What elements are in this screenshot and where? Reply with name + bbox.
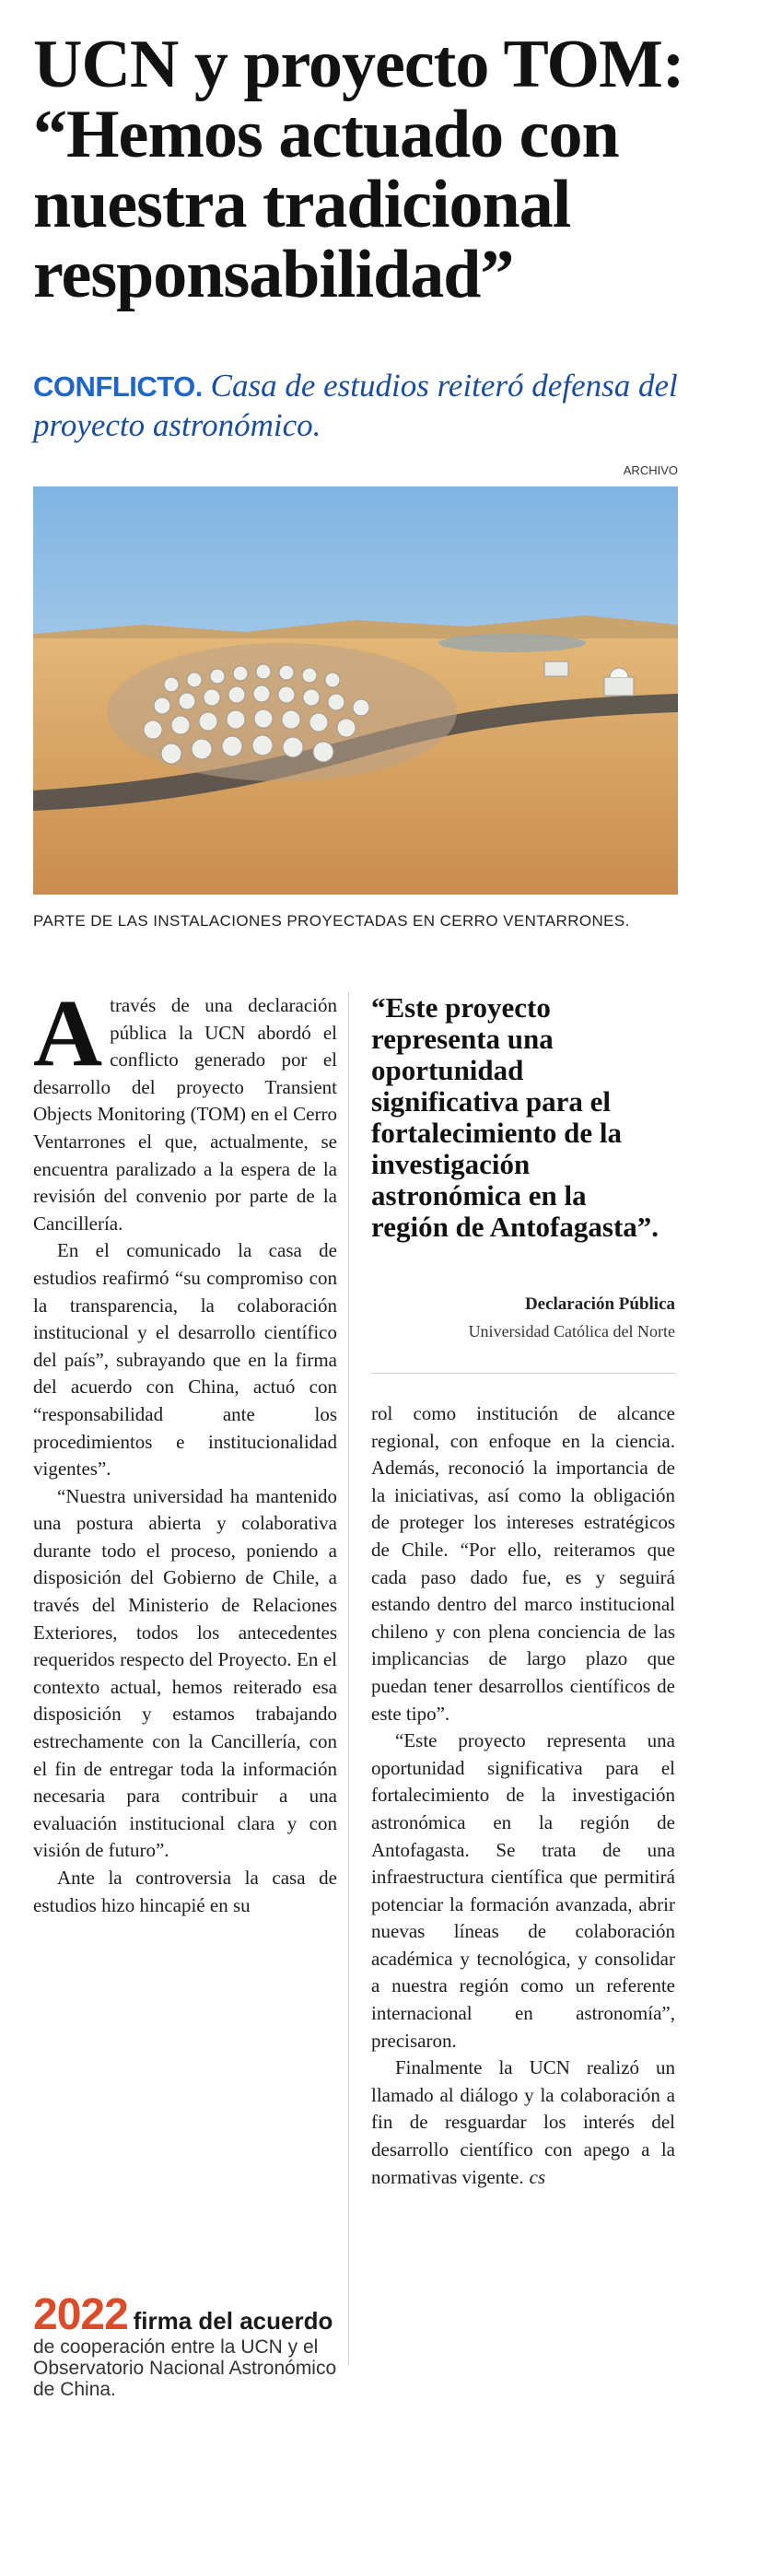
photo: [33, 486, 678, 895]
headline-line-2: “Hemos actuado con: [33, 97, 619, 172]
pullquote: “Este proyecto representa una oportunidad significativa para el fortalecimiento de la investigación astronómica en la región de Antofagasta”.: [371, 991, 659, 1243]
headline-line-4: responsabilidad”: [33, 237, 514, 312]
article-paragraph: rol como institución de alcance regional, con enfoque en la ciencia. Además, reconoció la importancia de la iniciativas, así como la obligación de proteger los intereses estratégicos de Chile. “Por ello, reiteramos que cada paso dado fue, es y seguirá estando dentro del marco institucional chileno y con plena conciencia de las implicancias de largo plazo que puedan tener desarrollos científicos de este tipo”.: [371, 1402, 675, 1725]
article-paragraph: “Nuestra universidad ha mantenido una postura abierta y colaborativa durante todo el proceso, poniendo a disposición del Gobierno de Chile, a través del Ministerio de Relaciones Exteriores, todos los antecedentes requeridos respecto del Proyecto. En el contexto actual, hemos reiterado esa disposición y estamos trabajando estrechamente con la Cancillería, con el fin de entregar toda la información necesaria para contribuir a una evaluación institucional clara y con visión de futuro”.: [33, 1484, 337, 1862]
article-paragraph: Ante la controversia la casa de estudios hizo hincapié en su: [33, 1867, 337, 1916]
pullquote-author: Declaración Pública: [524, 1294, 675, 1314]
photo-credit: ARCHIVO: [623, 463, 678, 477]
end-mark: cs: [529, 2165, 546, 2188]
kicker: [33, 367, 761, 445]
pullquote-organization: Universidad Católica del Norte: [468, 1322, 675, 1341]
factbox-text: de cooperación entre la UCN y el Observatorio Nacional Astronómico de China.: [33, 2336, 337, 2400]
article-paragraph: En el comunicado la casa de estudios reafirmó “su compromiso con la transparencia, la colaboración institucional y el desarrollo científico del país”, subrayando que en la firma del acuerdo con China, actuó con “responsabilidad ante los procedimientos e institucionalidad vigentes”.: [33, 1239, 337, 1481]
kicker-text: Casa de estudios reiteró defensa del proyecto astronómico.: [33, 368, 678, 443]
article-paragraph: “Este proyecto representa una oportunidad significativa para el fortalecimiento de la investigación astronómica en la región de Antofagasta. Se trata de una infraestructura científica que permitirá potenciar la formación avanzada, abrir nuevas líneas de colaboración académica y tecnológica, y consolidar a nuestra región como un referente internacional en astronomía”, precisaron.: [371, 1729, 675, 2052]
factbox-number: 2022: [33, 2290, 128, 2339]
photo-caption: PARTE DE LAS INSTALACIONES PROYECTADAS EN CERRO VENTARRONES.: [33, 912, 630, 930]
kicker-tag: CONFLICTO.: [33, 370, 203, 403]
factbox: [33, 2290, 346, 2400]
observatory-rendering-image: [33, 486, 678, 895]
headline-line-1: UCN y proyecto TOM:: [33, 27, 684, 102]
pullquote-divider: [371, 1373, 675, 1374]
article-column-2: [371, 1400, 675, 2191]
article-column-1: [33, 980, 337, 1919]
article-paragraph: Finalmente la UCN realizó un llamado al diálogo y la colaboración a fin de resguardar los interés del desarrollo científico con apego a la normativas vigente. cs: [371, 2056, 675, 2188]
factbox-bold: firma del acuerdo: [133, 2307, 333, 2335]
headline: [33, 29, 761, 310]
headline-line-3: nuestra tradicional: [33, 167, 571, 242]
article-paragraph: Através de una declaración pública la UCN abordó el conflicto generado por el desarrollo del proyecto Transient Objects Monitoring (TOM) en el Cerro Ventarrones el que, actualmente, se encuentra paralizado a la espera de la revisión del convenio por parte de la Cancillería.: [33, 980, 337, 1235]
column-divider: [348, 992, 349, 2365]
dropcap: A: [33, 980, 103, 1086]
